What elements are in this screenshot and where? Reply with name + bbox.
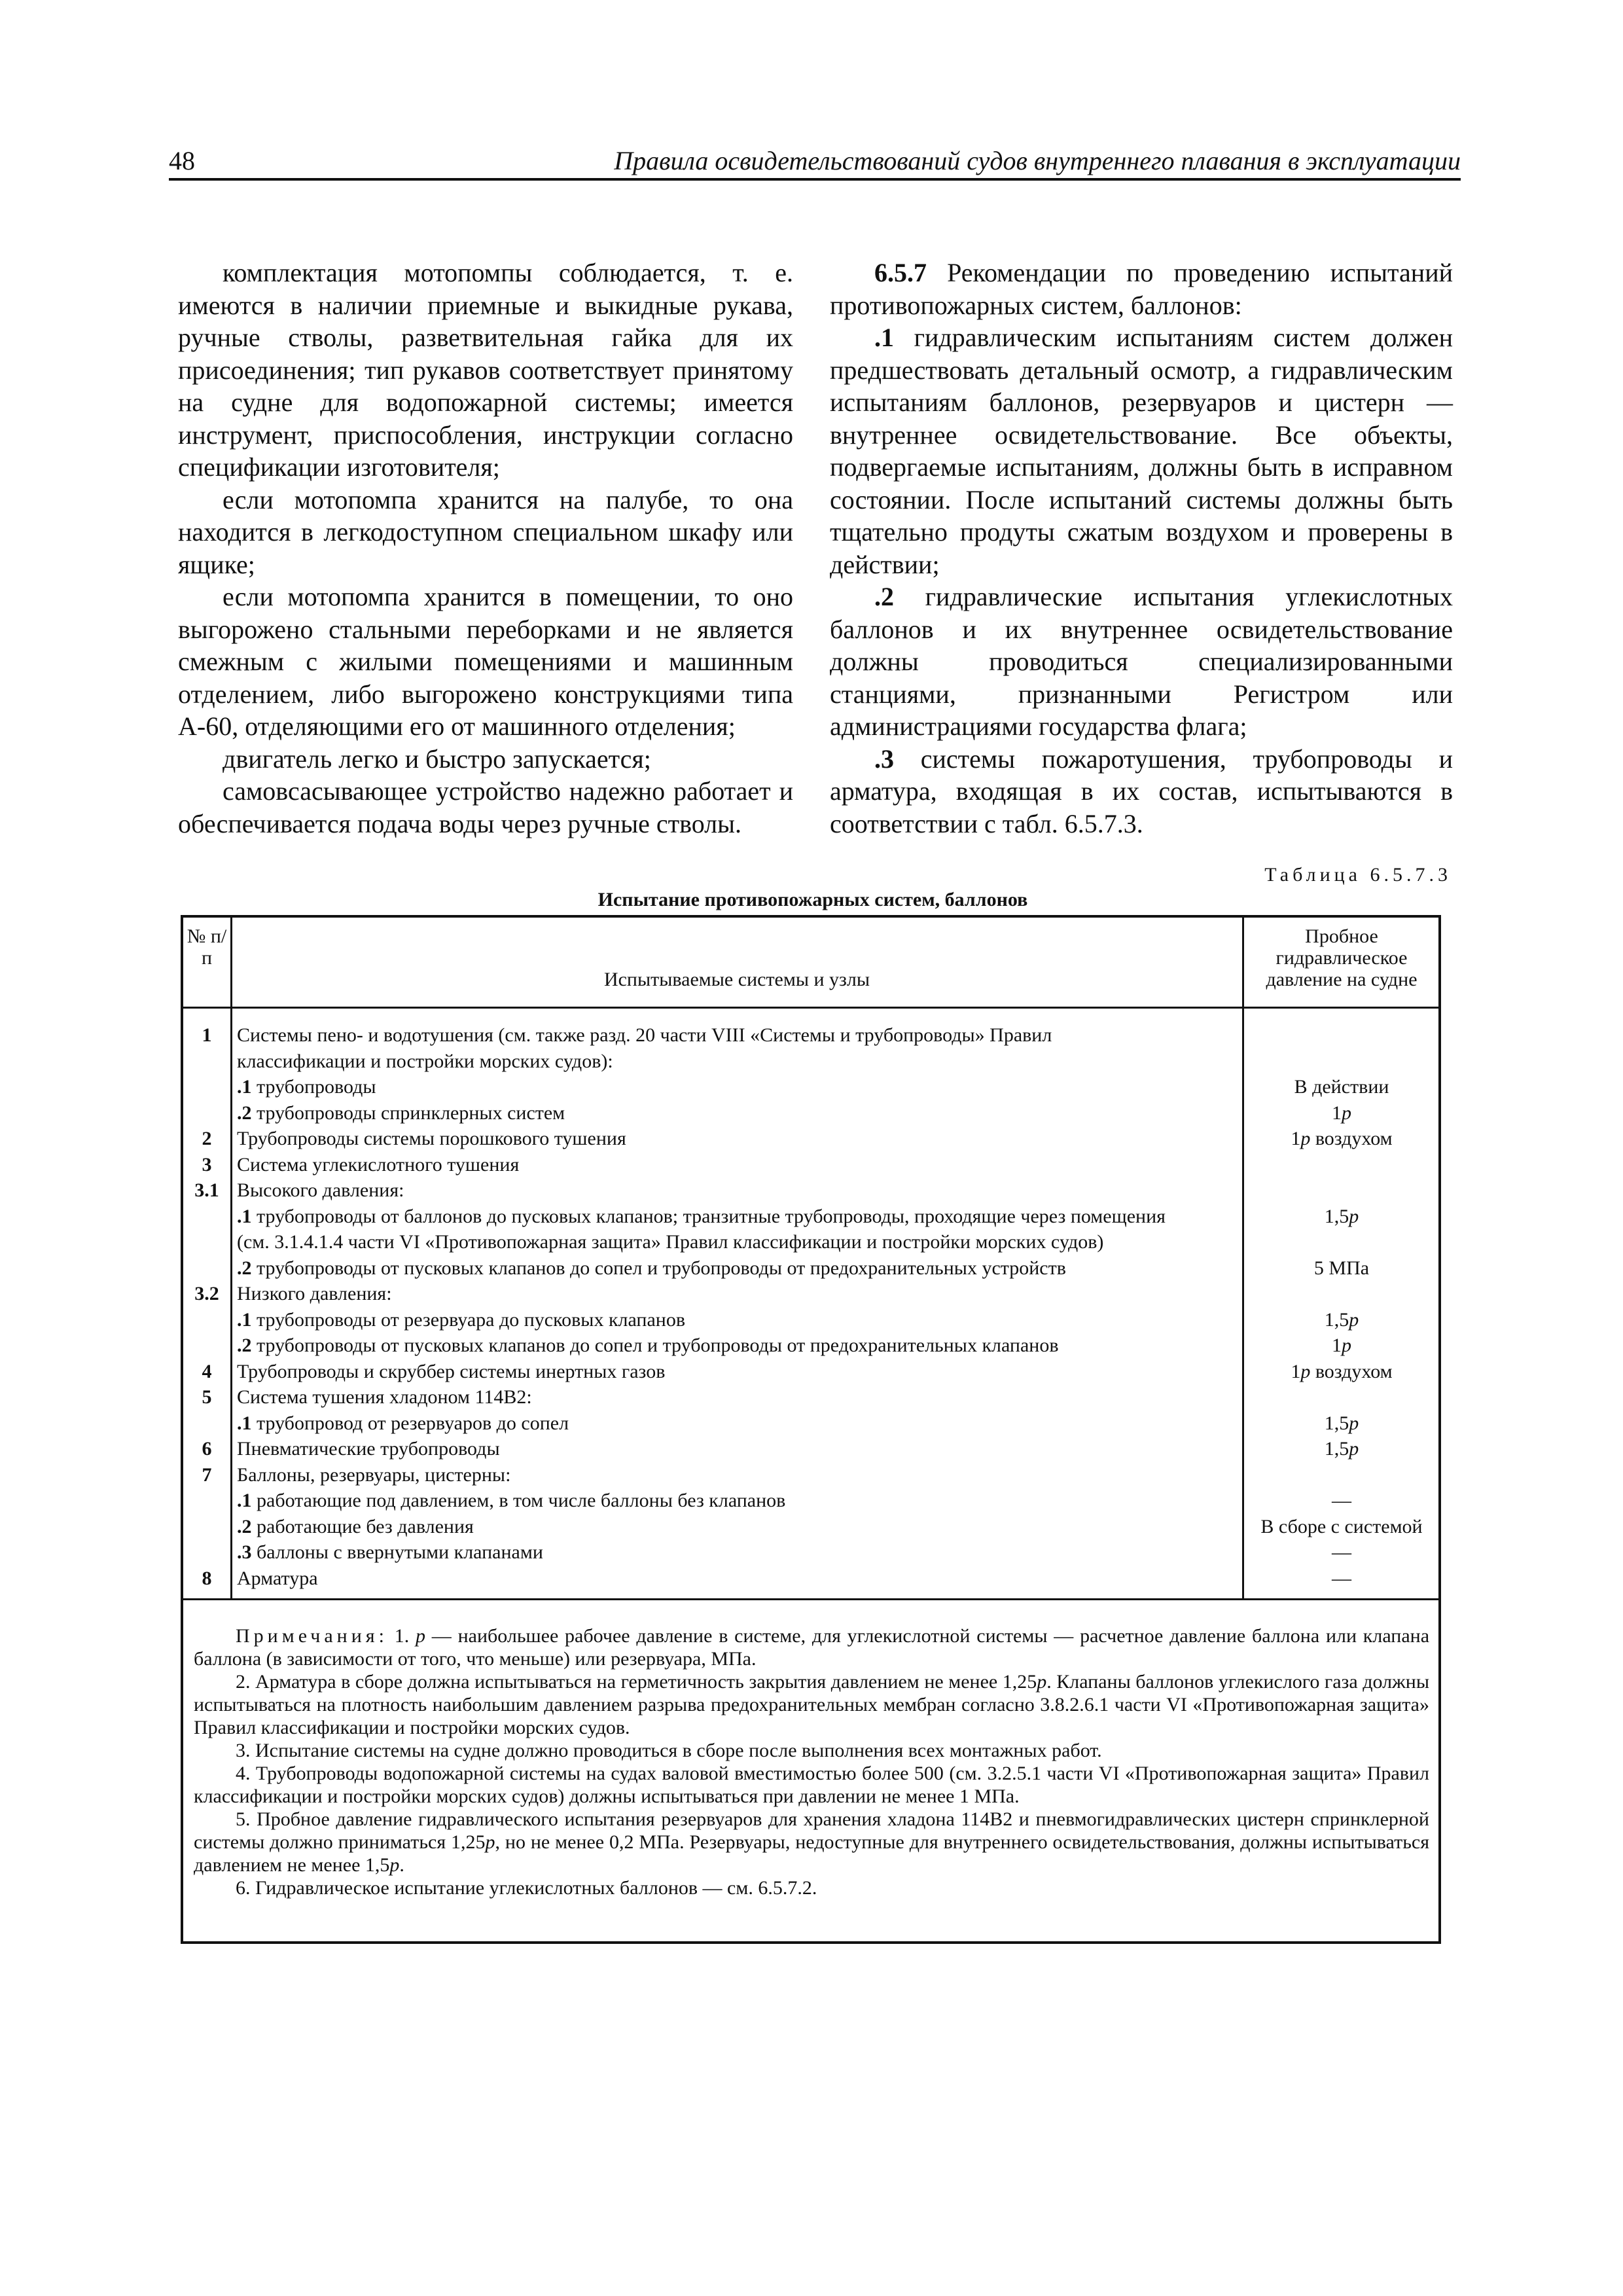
- row-subitem-number: .1: [237, 1412, 252, 1434]
- row-system-text: баллоны с ввернутыми клапанами: [257, 1541, 543, 1563]
- row-system: [237, 1359, 1237, 1385]
- row-subitem-number: .1: [237, 1205, 252, 1227]
- paragraph: если мотопомпа хранится на палубе, то она находится в легкодоступном специальном шкафу или ящике;: [178, 484, 793, 579]
- row-system-text: трубопроводы от пусковых клапанов до сопел и трубопроводы от предохранительных устройств: [257, 1257, 1066, 1279]
- note: [194, 1624, 1429, 1670]
- row-subitem-number: .2: [237, 1257, 252, 1279]
- note-text: 1. p — наибольшее рабочее давление в системе, для углекислотной системы — расчетное давление баллона или клапана баллона (в зависимости от того, что меньше) или резервуара, МПа.: [194, 1625, 1430, 1670]
- row-system-text: Система тушения хладоном 114В2:: [237, 1386, 532, 1408]
- paragraph: если мотопомпа хранится в помещении, то оно выгорожено стальными переборками и не является смежным с жилыми помещениями и машинным отделением, либо выгорожено конструкциями типа А-60, отделяющими его от машинного отделения;: [178, 582, 793, 741]
- row-pressure: 1,5p: [1324, 1308, 1359, 1331]
- row-pressure: 1p воздухом: [1291, 1128, 1393, 1149]
- row-system-text: трубопроводы: [257, 1076, 376, 1098]
- table-row: [0, 1022, 1623, 1049]
- row-system: [237, 1229, 1237, 1255]
- row-number: 3: [202, 1153, 212, 1175]
- row-system-text: Система углекислотного тушения: [237, 1153, 520, 1175]
- clause-number: .2: [874, 582, 894, 611]
- row-system: [237, 1204, 1237, 1230]
- note: 5. Пробное давление гидравлического испытания резервуаров для хранения хладона 114В2 и пневмогидравлических цистерн спринклерной системы должно приниматься 1,25p, но не менее 0,2 МПа. Резервуары, недоступные для внутреннего освидетельствования, должны испытываться давлением не менее 1,5p.: [194, 1808, 1429, 1876]
- row-pressure: В сборе с системой: [1260, 1515, 1423, 1537]
- table-header-divider: [181, 1007, 1441, 1009]
- clause-number: .3: [874, 744, 894, 774]
- table-row: [0, 1384, 1623, 1410]
- row-system-text: Трубопроводы и скруббер системы инертных газов: [237, 1360, 666, 1382]
- row-pressure: 1p: [1332, 1102, 1351, 1124]
- table-row: [0, 1177, 1623, 1204]
- row-system-text: Арматура: [237, 1567, 318, 1589]
- row-number: 2: [202, 1128, 212, 1149]
- clause-number: 6.5.7: [874, 258, 927, 287]
- row-number: 6: [202, 1438, 212, 1460]
- table-row: [0, 1514, 1623, 1540]
- note: 3. Испытание системы на судне должно проводиться в сборе после выполнения всех монтажных работ.: [236, 1740, 1102, 1761]
- row-pressure: В действии: [1294, 1076, 1389, 1098]
- row-subitem-number: .1: [237, 1308, 252, 1331]
- row-subitem-number: .2: [237, 1335, 252, 1356]
- row-system: [237, 1539, 1237, 1566]
- table-notes: [194, 1624, 1429, 1899]
- row-pressure: 1,5p: [1324, 1412, 1359, 1434]
- row-system: [237, 1488, 1237, 1514]
- row-system-text: трубопроводы от пусковых клапанов до сопел и трубопроводы от предохранительных клапанов: [257, 1335, 1059, 1356]
- table-number: Таблица 6.5.7.3: [1264, 864, 1452, 886]
- row-system: [237, 1177, 1237, 1204]
- table-row: [0, 1126, 1623, 1152]
- page-number: 48: [169, 146, 195, 175]
- clause-text: Рекомендации по проведению испытаний противопожарных систем, баллонов:: [830, 258, 1453, 320]
- row-number: 7: [202, 1463, 212, 1486]
- row-system-text: трубопроводы от баллонов до пусковых клапанов; транзитные трубопроводы, проходящие через помещения: [257, 1205, 1166, 1227]
- table-row: [0, 1436, 1623, 1462]
- paragraph: [830, 321, 1453, 581]
- paragraph: комплектация мотопомпы соблюдается, т. е. имеются в наличии приемные и выкидные рукава, ручные стволы, разветвительная гайка для их присоединения; тип рукавов соответствует принятому на судне для водопожарной системы; имеется инструмент, приспособления, инструкции согласно спецификации изготовителя;: [178, 258, 793, 482]
- table-row: [0, 1566, 1623, 1592]
- clause-number: .1: [874, 323, 894, 352]
- table-row: [0, 1281, 1623, 1307]
- table-row: [0, 1152, 1623, 1178]
- row-system: [237, 1436, 1237, 1462]
- row-number: 5: [202, 1386, 212, 1408]
- row-pressure: —: [1332, 1490, 1351, 1511]
- row-pressure: 1,5p: [1324, 1438, 1359, 1460]
- row-pressure: 5 МПа: [1313, 1257, 1370, 1279]
- row-subitem-number: .1: [237, 1490, 252, 1511]
- table-row: [0, 1410, 1623, 1437]
- table-row: [0, 1359, 1623, 1385]
- note: 2. Арматура в сборе должна испытываться на герметичность закрытия давлением не менее 1,25p. Клапаны баллонов углекислого газа должны испытываться на плотность наибольшим давлением разрыва предохранительных мембран согласно 3.8.2.6.1 части VI «Противопожарная защита» Правил классификации и постройки морских судов.: [194, 1671, 1429, 1738]
- row-number: 3.1: [194, 1179, 219, 1201]
- row-system: [237, 1307, 1237, 1333]
- row-system: [237, 1126, 1237, 1152]
- notes-label: Примечания:: [236, 1625, 388, 1647]
- table-row: [0, 1462, 1623, 1488]
- table-row: [0, 1539, 1623, 1566]
- row-system: [237, 1462, 1237, 1488]
- left-text-column: [178, 257, 793, 840]
- row-system-text: трубопровод от резервуаров до сопел: [257, 1412, 569, 1434]
- row-system: [237, 1049, 1237, 1075]
- row-system-text: Высокого давления:: [237, 1179, 404, 1201]
- table-row: [0, 1255, 1623, 1282]
- row-system-text: классификации и постройки морских судов):: [237, 1050, 613, 1072]
- table-title: Испытание противопожарных систем, баллонов: [597, 889, 1028, 910]
- row-system: [237, 1074, 1237, 1100]
- row-pressure: —: [1332, 1567, 1351, 1589]
- table-row: [0, 1204, 1623, 1230]
- table-row: [0, 1049, 1623, 1075]
- row-system-text: трубопроводы от резервуара до пусковых клапанов: [257, 1308, 686, 1331]
- table-header-number: № п/ п: [187, 925, 227, 969]
- row-system: [237, 1255, 1237, 1282]
- note: 6. Гидравлическое испытание углекислотных баллонов — см. 6.5.7.2.: [236, 1877, 817, 1899]
- table-notes-divider: [181, 1598, 1441, 1600]
- row-system-text: работающие под давлением, в том числе баллоны без клапанов: [257, 1490, 786, 1511]
- row-system-text: Системы пено- и водотушения (см. также разд. 20 части VIII «Системы и трубопроводы» Правил: [237, 1024, 1052, 1046]
- row-system: [237, 1281, 1237, 1307]
- row-subitem-number: .2: [237, 1102, 252, 1124]
- row-system-text: трубопроводы спринклерных систем: [257, 1102, 565, 1124]
- row-subitem-number: .1: [237, 1076, 252, 1098]
- row-number: 8: [202, 1567, 212, 1589]
- table-row: [0, 1307, 1623, 1333]
- table-row: [0, 1074, 1623, 1100]
- note: 4. Трубопроводы водопожарной системы на судах валовой вместимостью более 500 (см. 3.2.5.1 части VI «Противопожарная защита» Правил классификации и постройки морских судов) должны испытываться при давлении не менее 1 МПа.: [194, 1763, 1429, 1807]
- row-pressure: 1,5p: [1324, 1205, 1359, 1227]
- row-system: [237, 1333, 1237, 1359]
- row-subitem-number: .3: [237, 1541, 252, 1563]
- row-system: [237, 1022, 1237, 1049]
- row-system: [237, 1566, 1237, 1592]
- clause-text: гидравлические испытания углекислотных баллонов и их внутреннее освидетельствование должны проводиться специализированными станциями, признанными Регистром или администрациями государства флага;: [830, 582, 1453, 741]
- row-pressure: 1p: [1332, 1335, 1351, 1356]
- row-system: [237, 1100, 1237, 1126]
- row-subitem-number: .2: [237, 1515, 252, 1537]
- row-system: [237, 1384, 1237, 1410]
- table-header-pressure: Пробное гидравлическое давление на судне: [1266, 925, 1418, 990]
- row-number: 1: [202, 1024, 212, 1046]
- row-pressure: —: [1332, 1541, 1351, 1563]
- header-rule: [169, 178, 1461, 181]
- row-number: 3.2: [194, 1283, 219, 1304]
- paragraph: самовсасывающее устройство надежно работает и обеспечивается подача воды через ручные стволы.: [178, 776, 793, 838]
- row-system: [237, 1410, 1237, 1437]
- clause-text: системы пожаротушения, трубопроводы и арматура, входящая в их состав, испытываются в соответствии с табл. 6.5.7.3.: [830, 744, 1454, 838]
- table-row: [0, 1488, 1623, 1514]
- paragraph: [830, 743, 1453, 840]
- row-system-text: Баллоны, резервуары, цистерны:: [237, 1463, 511, 1486]
- row-system: [237, 1152, 1237, 1178]
- row-number: 4: [202, 1360, 212, 1382]
- row-pressure: 1p воздухом: [1291, 1360, 1393, 1382]
- row-system-text: Низкого давления:: [237, 1283, 392, 1304]
- row-system-text: Трубопроводы системы порошкового тушения: [237, 1128, 626, 1149]
- paragraph: двигатель легко и быстро запускается;: [223, 744, 651, 774]
- right-text-column: [830, 257, 1453, 840]
- row-system-text: Пневматические трубопроводы: [237, 1438, 500, 1460]
- paragraph: [830, 581, 1453, 743]
- row-system-text: (см. 3.1.4.1.4 части VI «Противопожарная защита» Правил классификации и постройки морских судов): [237, 1231, 1104, 1253]
- table-row: [0, 1333, 1623, 1359]
- table-row: [0, 1229, 1623, 1255]
- row-system-text: работающие без давления: [257, 1515, 474, 1537]
- row-system: [237, 1514, 1237, 1540]
- running-header: Правила освидетельствований судов внутреннего плавания в эксплуатации: [614, 146, 1461, 175]
- table-header-systems: Испытываемые системы и узлы: [603, 969, 870, 990]
- paragraph: [830, 257, 1453, 321]
- clause-text: гидравлическим испытаниям систем должен предшествовать детальный осмотр, а гидравлическим испытаниям баллонов, резервуаров и цистерн — внутреннее освидетельствование. Все объекты, подвергаемые испытаниям, должны быть в исправном состоянии. После испытаний системы должны быть тщательно продуты сжатым воздухом и проверены в действии;: [830, 323, 1453, 579]
- table-row: [0, 1100, 1623, 1126]
